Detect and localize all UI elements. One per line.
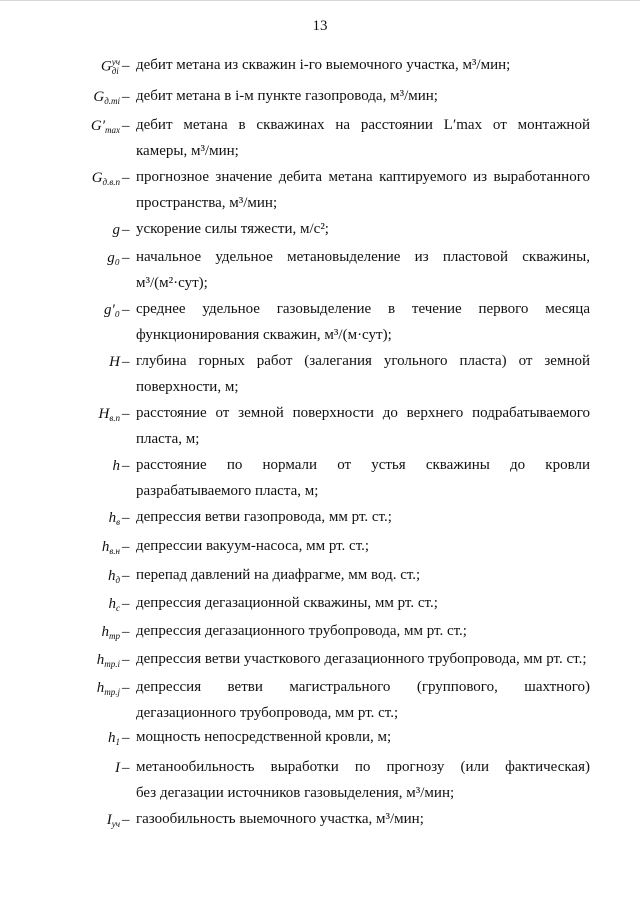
symbol — [0, 406, 120, 423]
dash-separator: – — [122, 58, 130, 74]
definition-line-2: м³/(м²·сут); — [136, 275, 208, 291]
symbol — [0, 302, 120, 319]
definition-line-1: начальное удельное метановыделение из пластовой скважины, — [136, 249, 590, 265]
definition-text — [136, 244, 590, 296]
symbol-main: g′₀ — [104, 302, 120, 318]
symbol-main: h — [96, 680, 105, 696]
definition-line-1: депрессия ветви магистрального (группового, шахтного) — [136, 679, 590, 695]
dash-separator: – — [122, 539, 130, 555]
symbol-subscript: тр.j — [104, 687, 120, 698]
definition-line-1: мощность непосредственной кровли, м; — [136, 729, 392, 745]
definition-text — [136, 754, 590, 806]
symbol-subscript: д.тi — [104, 96, 120, 107]
definition-line-2: пространства, м³/мин; — [136, 195, 278, 211]
symbol-main: I — [115, 760, 120, 776]
symbol-main: g₀ — [107, 250, 120, 266]
dash-separator: – — [122, 596, 130, 612]
symbol-subscript: в.н — [109, 546, 120, 557]
definition-text — [136, 806, 590, 832]
symbol-main: G′ — [90, 118, 105, 134]
symbol-main: h — [107, 568, 116, 584]
symbol — [0, 539, 120, 556]
definition-text — [136, 646, 590, 672]
symbol-main: h — [108, 596, 116, 612]
definition-text — [136, 504, 590, 530]
definition-text — [136, 452, 590, 504]
dash-separator: – — [122, 458, 130, 474]
definition-line-1: дебит метана в i-м пункте газопровода, м³/мин; — [136, 88, 438, 104]
symbol-main: I — [106, 812, 112, 828]
dash-separator: – — [122, 250, 130, 266]
symbol — [0, 652, 120, 669]
dash-separator: – — [122, 652, 130, 668]
symbol-main: H — [109, 354, 120, 370]
dash-separator: – — [122, 406, 130, 422]
dash-separator: – — [122, 118, 130, 134]
definition-text — [136, 400, 590, 452]
definition-line-1: депрессия дегазационного трубопровода, мм рт. ст.; — [136, 623, 467, 639]
symbol — [0, 624, 120, 641]
definition-line-2: камеры, м³/мин; — [136, 143, 239, 159]
dash-separator: – — [122, 354, 130, 370]
definition-text — [136, 618, 590, 644]
definition-text — [136, 348, 590, 400]
definition-line-1: депрессия дегазационной скважины, мм рт. ст.; — [136, 595, 438, 611]
dash-separator: – — [122, 222, 130, 238]
symbol — [0, 760, 120, 777]
symbol-subscript: 1 — [115, 737, 120, 748]
definition-line-2: дегазационного трубопровода, мм рт. ст.; — [136, 705, 399, 721]
symbol-main: h — [108, 510, 117, 526]
symbol-main: h — [101, 624, 109, 640]
definition-line-1: депрессия ветви газопровода, мм рт. ст.; — [136, 509, 392, 525]
symbol — [0, 170, 120, 187]
dash-separator: – — [122, 624, 130, 640]
symbol-subscript: д.в.п — [102, 177, 120, 188]
definition-line-2: без дегазации источников газовыделения, м³/мин; — [136, 785, 455, 801]
definition-text — [136, 216, 590, 242]
symbol — [0, 354, 120, 371]
symbol-main: h — [108, 730, 116, 746]
dash-separator: – — [122, 568, 130, 584]
definition-line-1: расстояние от земной поверхности до верхнего подрабатываемого — [136, 405, 590, 421]
dash-separator: – — [122, 812, 130, 828]
symbol — [0, 812, 120, 829]
definition-line-1: дебит метана в скважинах на расстоянии L′max от монтажной — [136, 117, 590, 133]
symbol-subscript: в — [116, 517, 120, 528]
symbol-main: h — [112, 458, 120, 474]
definition-line-1: глубина горных работ (залегания угольного пласта) от земной — [136, 353, 590, 369]
symbol-main: G — [100, 58, 112, 75]
symbol — [0, 89, 120, 106]
symbol-main: G — [93, 89, 105, 105]
symbol — [0, 568, 120, 585]
definition-line-1: среднее удельное газовыделение в течение первого месяца — [136, 301, 590, 317]
symbol-subscript: тр — [109, 631, 120, 642]
page-number: 13 — [312, 18, 328, 34]
definition-text — [136, 590, 590, 616]
definition-text — [136, 296, 590, 348]
dash-separator: – — [122, 170, 130, 186]
definition-line-2: поверхности, м; — [136, 379, 239, 395]
symbol — [0, 222, 120, 239]
definition-line-1: дебит метана из скважин i-го выемочного участка, м³/мин; — [136, 57, 511, 73]
symbol-subscript: max — [105, 125, 120, 136]
definition-text — [136, 724, 590, 750]
symbol — [0, 680, 120, 697]
definition-text — [136, 112, 590, 164]
symbol-subscript: в.п — [109, 413, 120, 424]
symbol-main: G — [91, 170, 103, 186]
definition-text — [136, 52, 590, 78]
dash-separator: – — [122, 89, 130, 105]
symbol — [0, 730, 120, 747]
top-rule — [0, 0, 640, 1]
symbol — [0, 458, 120, 475]
symbol-subscript: уч — [111, 819, 120, 830]
definition-line-2: пласта, м; — [136, 431, 200, 447]
definition-text — [136, 562, 590, 588]
symbol-main: H — [98, 406, 110, 422]
definition-text — [136, 83, 590, 109]
symbol — [0, 510, 120, 527]
symbol-subscript: тр.i — [104, 659, 120, 670]
symbol-subscript: дi — [111, 66, 119, 76]
definition-line-2: функционирования скважин, м³/(м·сут); — [136, 327, 392, 343]
definition-line-1: перепад давлений на диафрагме, мм вод. ст.; — [136, 567, 421, 583]
definition-text — [136, 164, 590, 216]
dash-separator: – — [122, 760, 130, 776]
symbol-main: h — [96, 652, 105, 668]
symbol-main: g — [112, 222, 120, 238]
definition-line-1: ускорение силы тяжести, м/с²; — [136, 221, 329, 237]
symbol-subscript: с — [116, 603, 120, 614]
definition-text — [136, 674, 590, 726]
symbol — [0, 250, 120, 267]
symbol-main: h — [101, 539, 110, 555]
definition-line-1: метанообильность выработки по прогнозу (или фактическая) — [136, 759, 590, 775]
definition-line-1: депрессии вакуум-насоса, мм рт. ст.; — [136, 538, 370, 554]
definition-line-2: разрабатываемого пласта, м; — [136, 483, 319, 499]
symbol — [0, 118, 120, 135]
definition-line-1: расстояние по нормали от устья скважины до кровли — [136, 457, 590, 473]
symbol-superscript: уч — [111, 57, 120, 67]
definition-line-1: газообильность выемочного участка, м³/мин; — [136, 811, 424, 827]
dash-separator: – — [122, 302, 130, 318]
symbol — [0, 58, 120, 76]
dash-separator: – — [122, 510, 130, 526]
definition-text — [136, 533, 590, 559]
symbol-subscript: д — [115, 575, 120, 586]
definition-line-1: прогнозное значение дебита метана каптируемого из выработанного — [136, 169, 590, 185]
definition-line-1: депрессия ветви участкового дегазационного трубопровода, мм рт. ст.; — [136, 651, 587, 667]
symbol — [0, 596, 120, 613]
dash-separator: – — [122, 680, 130, 696]
dash-separator: – — [122, 730, 130, 746]
